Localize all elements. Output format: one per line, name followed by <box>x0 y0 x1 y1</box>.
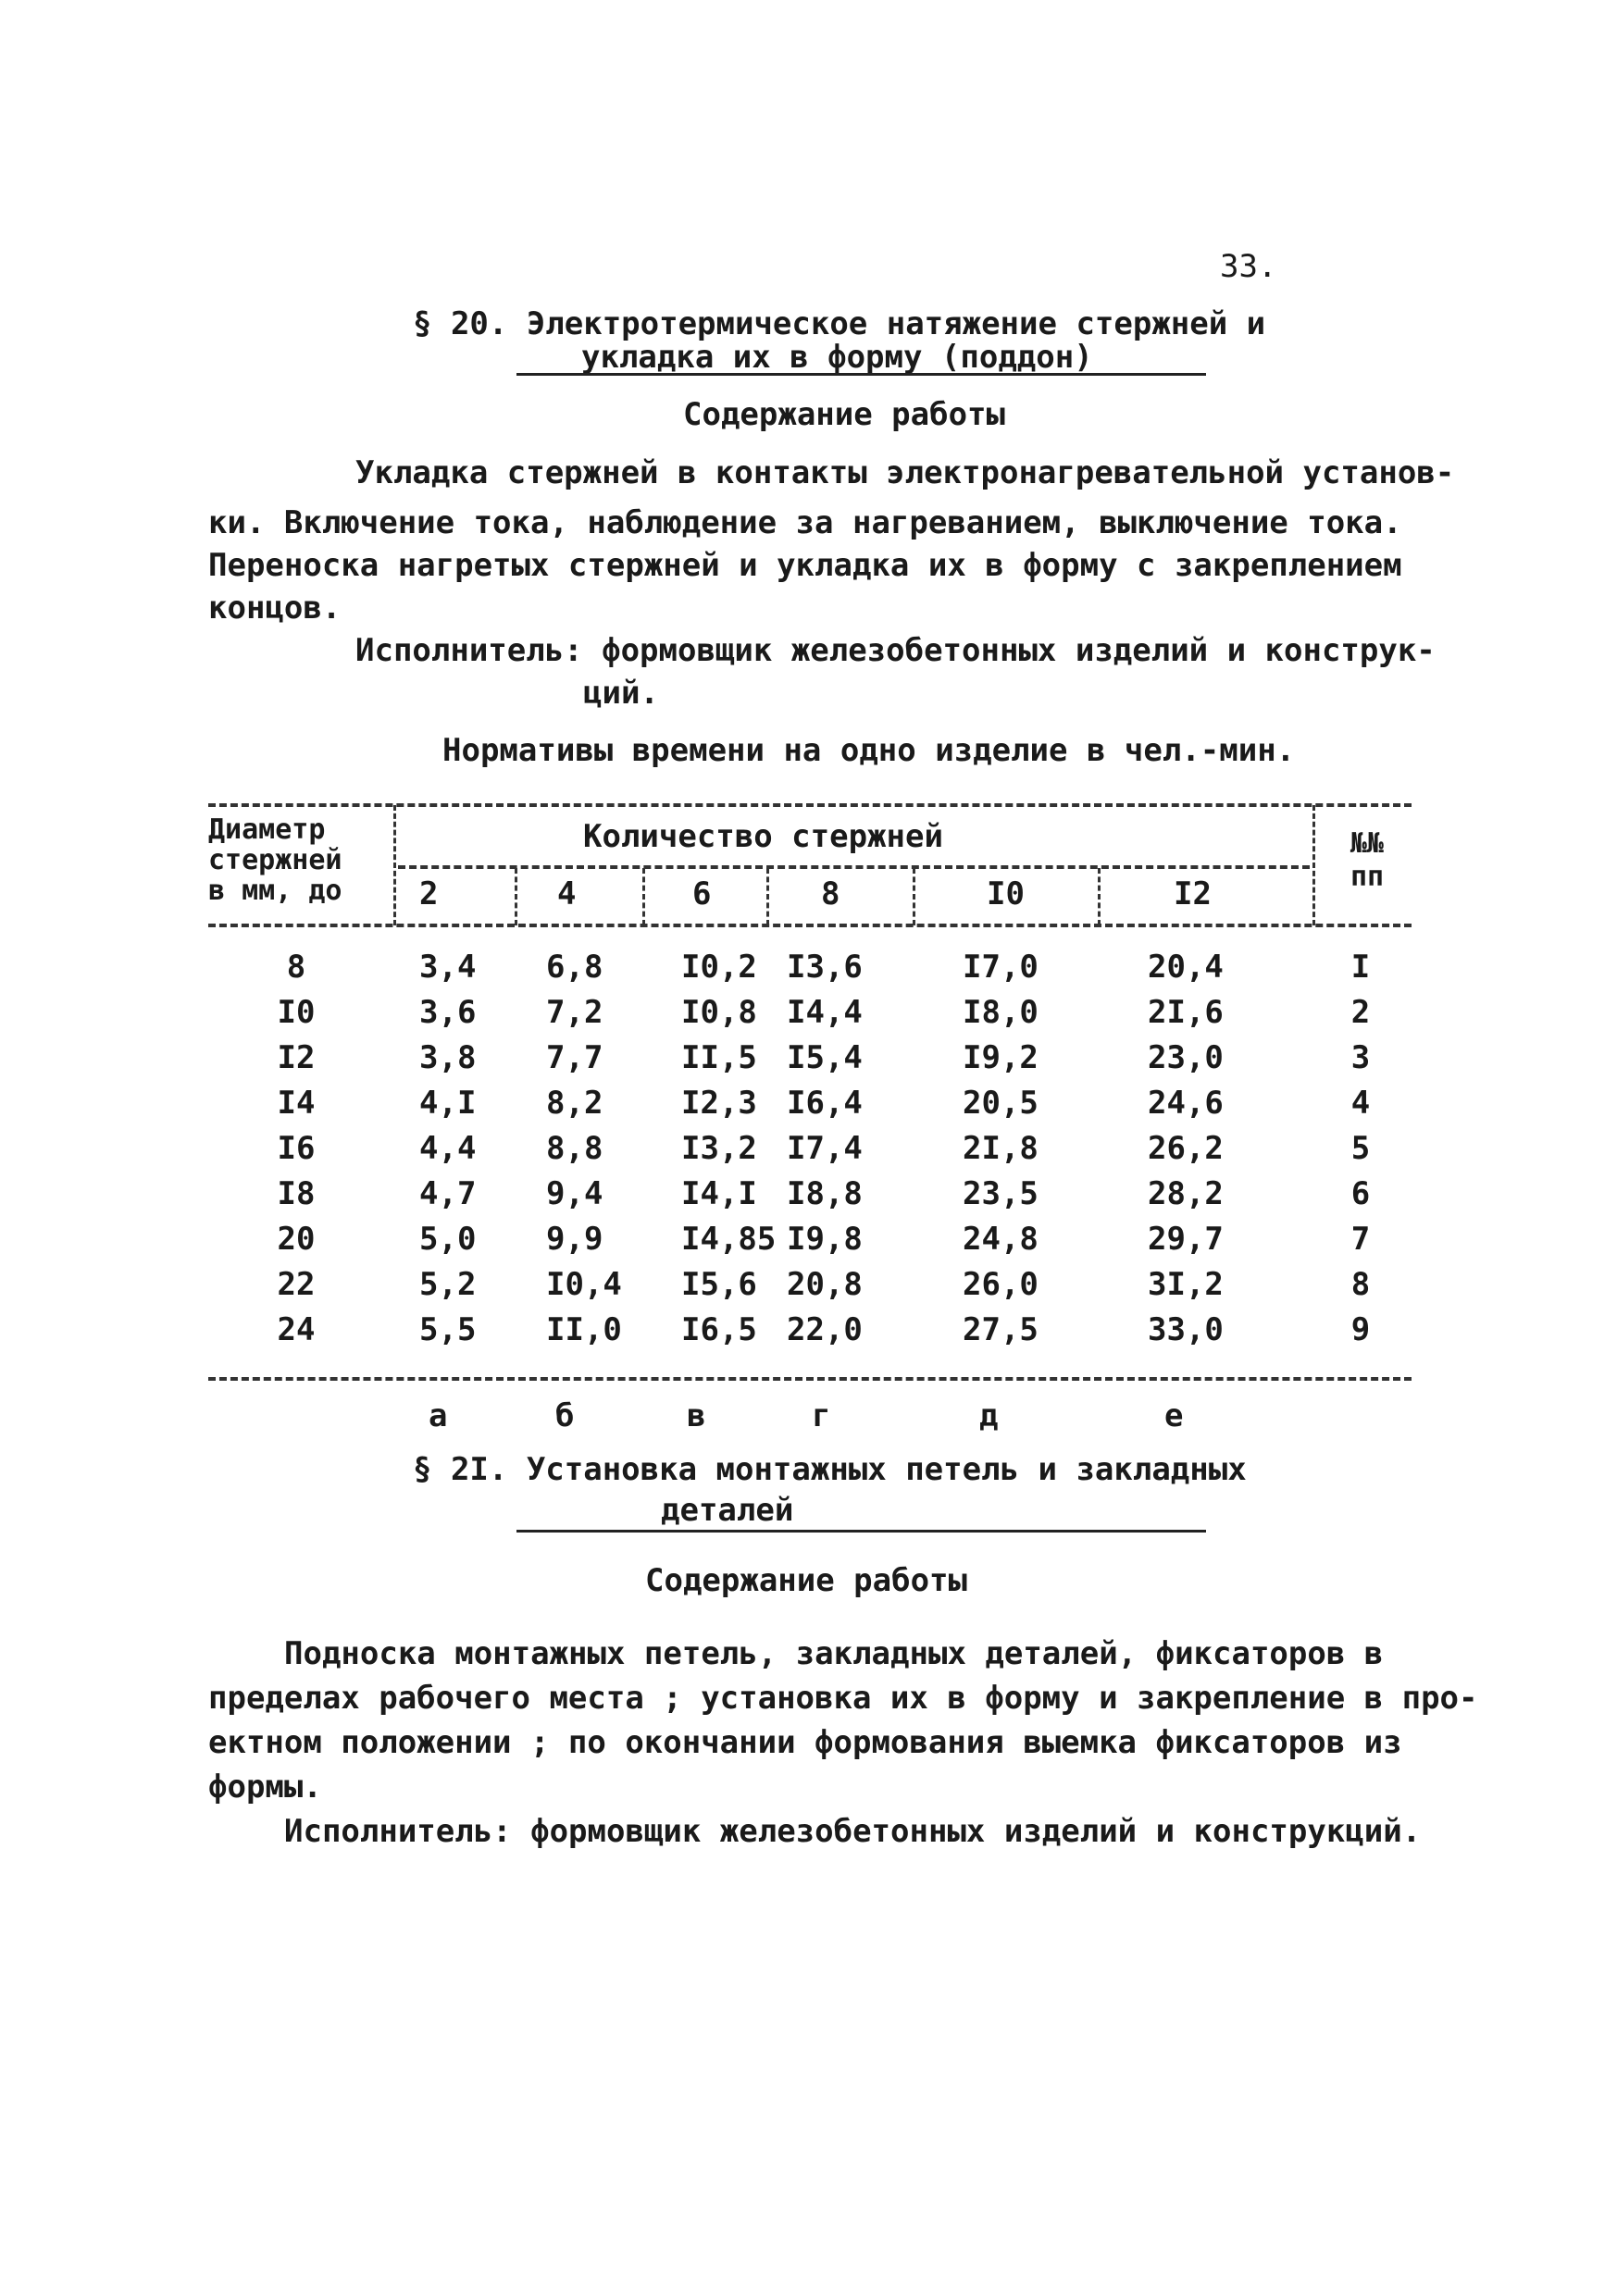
table-cell: 3,6 <box>419 994 477 1031</box>
table-cell: II,0 <box>546 1311 622 1348</box>
table-cell: 2I,8 <box>963 1130 1039 1167</box>
header-nn-line: №№ <box>1350 827 1385 860</box>
table-col-divider <box>1312 805 1315 925</box>
table-subcol-divider <box>515 868 517 925</box>
table-cell: I8,8 <box>787 1175 863 1212</box>
section20-title-line1: § 20. Электротермическое натяжение стержней и <box>413 305 1266 342</box>
section20-title-underline <box>516 373 1206 376</box>
header-nn <box>1325 827 1409 894</box>
table-cell: I3,2 <box>681 1130 757 1167</box>
section20-content-heading: Содержание работы <box>683 396 1005 433</box>
table-bottom-border <box>208 1377 1412 1381</box>
page-number: 33. <box>1220 248 1277 285</box>
column-letter: г <box>812 1397 831 1434</box>
table-cell: 9,4 <box>546 1175 603 1212</box>
cell-diameter: 20 <box>277 1221 316 1258</box>
table-cell: I3,6 <box>787 949 863 986</box>
table-cell: I7,0 <box>963 949 1039 986</box>
cell-row-number: 6 <box>1350 1175 1371 1212</box>
cell-row-number: 7 <box>1350 1221 1371 1258</box>
table-cell: 7,7 <box>546 1039 603 1076</box>
cell-row-number: 3 <box>1350 1039 1371 1076</box>
header-diameter-line: стержней <box>208 844 342 876</box>
table-cell: 5,5 <box>419 1311 477 1348</box>
table-cell: 26,0 <box>963 1266 1039 1303</box>
column-letter: д <box>979 1397 999 1434</box>
table-cell: I4,I <box>681 1175 757 1212</box>
cell-diameter: I4 <box>277 1085 316 1122</box>
table-cell: 27,5 <box>963 1311 1039 1348</box>
table-cell: 24,8 <box>963 1221 1039 1258</box>
section20-title-line2: укладка их в форму (поддон) <box>581 339 1093 376</box>
cell-diameter: I8 <box>277 1175 316 1212</box>
table-subcol-divider <box>1098 868 1101 925</box>
table-cell: I5,4 <box>787 1039 863 1076</box>
cell-diameter: 22 <box>277 1266 316 1303</box>
table-cell: 4,7 <box>419 1175 477 1212</box>
table-cell: 6,8 <box>546 949 603 986</box>
table-cell: 5,0 <box>419 1221 477 1258</box>
cell-diameter: 24 <box>277 1311 316 1348</box>
cell-row-number: 4 <box>1350 1085 1371 1122</box>
column-letter: б <box>555 1397 575 1434</box>
table-cell: 9,9 <box>546 1221 603 1258</box>
table-cell: I8,0 <box>963 994 1039 1031</box>
table-cell: 20,5 <box>963 1085 1039 1122</box>
table-cell: 23,5 <box>963 1175 1039 1212</box>
cell-row-number: I <box>1350 949 1371 986</box>
table-cell: 2I,6 <box>1148 994 1224 1031</box>
table-subcol-divider <box>766 868 769 925</box>
section21-title-line2: деталей <box>661 1492 794 1529</box>
table-top-border <box>208 803 1412 807</box>
table-cell: I9,8 <box>787 1221 863 1258</box>
table-cell: I4,85 <box>681 1221 777 1258</box>
section20-body-line: ки. Включение тока, наблюдение за нагреванием, выключение тока. <box>208 504 1402 541</box>
table-cell: 3,4 <box>419 949 477 986</box>
table-cell: 3I,2 <box>1148 1266 1224 1303</box>
section20-body-line: Укладка стержней в контакты электронагревательной установ- <box>355 454 1455 491</box>
table-cell: I0,4 <box>546 1266 622 1303</box>
header-diameter <box>208 814 342 906</box>
section21-body-line: пределах рабочего места ; установка их в форму и закрепление в про- <box>208 1680 1478 1717</box>
table-subcol-divider <box>642 868 645 925</box>
table-cell: 24,6 <box>1148 1085 1224 1122</box>
table-cell: 4,4 <box>419 1130 477 1167</box>
table-subcol-divider <box>913 868 915 925</box>
table-cell: 22,0 <box>787 1311 863 1348</box>
column-letter: в <box>687 1397 706 1434</box>
col-header: I0 <box>987 875 1025 912</box>
section21-body-line: ектном положении ; по окончании формования выемка фиксаторов из <box>208 1724 1402 1761</box>
table-cell: 20,4 <box>1148 949 1224 986</box>
section21-content-heading: Содержание работы <box>645 1562 967 1599</box>
header-count: Количество стержней <box>583 818 943 855</box>
col-header: 6 <box>692 875 712 912</box>
table-col-divider <box>393 805 396 925</box>
section21-title-line1: § 2I. Установка монтажных петель и закладных <box>413 1451 1247 1488</box>
table-cell: I5,6 <box>681 1266 757 1303</box>
table-cell: 8,8 <box>546 1130 603 1167</box>
column-letter: е <box>1164 1397 1184 1434</box>
cell-row-number: 9 <box>1350 1311 1371 1348</box>
table-cell: I2,3 <box>681 1085 757 1122</box>
table-cell: 8,2 <box>546 1085 603 1122</box>
cell-diameter: I6 <box>277 1130 316 1167</box>
section21-body-line: формы. <box>208 1769 322 1806</box>
table-cell: I9,2 <box>963 1039 1039 1076</box>
cell-row-number: 8 <box>1350 1266 1371 1303</box>
table-cell: II,5 <box>681 1039 757 1076</box>
cell-row-number: 5 <box>1350 1130 1371 1167</box>
table-cell: 4,I <box>419 1085 477 1122</box>
header-diameter-line: в мм, до <box>208 875 342 907</box>
table-cell: 29,7 <box>1148 1221 1224 1258</box>
table-cell: 3,8 <box>419 1039 477 1076</box>
table-cell: I6,5 <box>681 1311 757 1348</box>
section21-executor: Исполнитель: формовщик железобетонных изделий и конструкций. <box>284 1813 1422 1850</box>
column-letter: а <box>429 1397 448 1434</box>
header-nn-line: пп <box>1350 861 1385 893</box>
table-cell: I6,4 <box>787 1085 863 1122</box>
table-cell: I4,4 <box>787 994 863 1031</box>
section21-title-underline <box>516 1530 1206 1533</box>
table-cell: 33,0 <box>1148 1311 1224 1348</box>
section20-executor-cont: ций. <box>583 675 659 712</box>
header-diameter-line: Диаметр <box>208 813 326 846</box>
table-cell: 26,2 <box>1148 1130 1224 1167</box>
table-cell: 28,2 <box>1148 1175 1224 1212</box>
section20-executor: Исполнитель: формовщик железобетонных изделий и конструк- <box>355 632 1436 669</box>
col-header: I2 <box>1174 875 1212 912</box>
table-cell: I0,2 <box>681 949 757 986</box>
table-cell: I0,8 <box>681 994 757 1031</box>
cell-row-number: 2 <box>1350 994 1371 1031</box>
table-cell: 5,2 <box>419 1266 477 1303</box>
table-cell: 20,8 <box>787 1266 863 1303</box>
col-header: 8 <box>821 875 840 912</box>
col-header: 4 <box>557 875 577 912</box>
norms-caption: Нормативы времени на одно изделие в чел.-мин. <box>442 732 1296 769</box>
section20-body-line: Переноска нагретых стержней и укладка их в форму с закреплением <box>208 547 1402 584</box>
section21-body-line: Подноска монтажных петель, закладных деталей, фиксаторов в <box>284 1635 1384 1672</box>
table-cell: 23,0 <box>1148 1039 1224 1076</box>
table-header-separator <box>398 865 1310 869</box>
cell-diameter: 8 <box>286 949 306 986</box>
table-cell: I7,4 <box>787 1130 863 1167</box>
cell-diameter: I2 <box>277 1039 316 1076</box>
cell-diameter: I0 <box>277 994 316 1031</box>
table-header-bottom-border <box>208 924 1412 927</box>
table-cell: 7,2 <box>546 994 603 1031</box>
col-header: 2 <box>419 875 439 912</box>
section20-body-line: концов. <box>208 590 342 627</box>
